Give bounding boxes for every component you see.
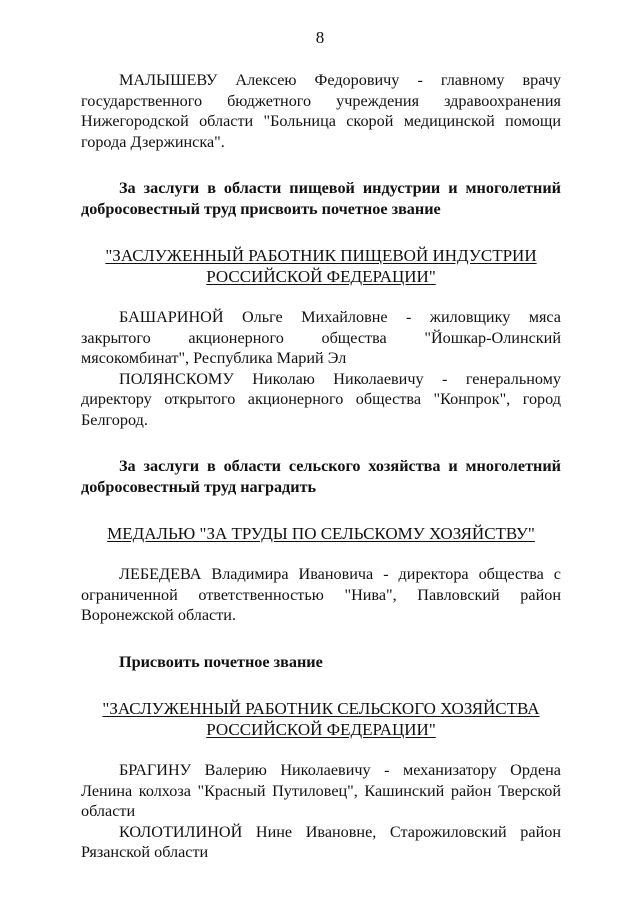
heading-assign-title: Присвоить почетное звание (119, 652, 323, 671)
spacer (81, 152, 561, 178)
award-title-agriculture (81, 698, 561, 740)
medal-title: МЕДАЛЬЮ "ЗА ТРУДЫ ПО СЕЛЬСКОМУ ХОЗЯЙСТВУ" (107, 524, 535, 543)
heading-agriculture: За заслуги в области сельского хозяйства и многолетний добросовестный труд наградить (81, 457, 561, 496)
paragraph-malyshev: МАЛЫШЕВУ Алексею Федоровичу - главному врачу государственного бюджетного учреждения здравоохранения Нижегородской области "Больница скорой медицинской помощи города Дзержинска". (81, 71, 561, 151)
paragraph-lebedev: ЛЕБЕДЕВА Владимира Ивановича - директора общества с ограниченной ответственностью "Нива", Павловский район Воронежской области. (81, 565, 561, 624)
spacer (81, 626, 561, 652)
paragraph-basharina: БАШАРИНОЙ Ольге Михайловне - жиловщику мяса закрытого акционерного общества "Йошкар-Олинский мясокомбинат", Республика Марий Эл (81, 308, 561, 367)
paragraph-bragin: БРАГИНУ Валерию Николаевичу - механизатору Ордена Ленина колхоза "Красный Путиловец", Кашинский район Тверской области (81, 761, 561, 820)
paragraph-polyansky: ПОЛЯНСКОМУ Николаю Николаевичу - генеральному директору открытого акционерного общества "Конпрок", город Белгород. (81, 369, 561, 429)
spacer (81, 430, 561, 456)
paragraph-kolotilina: КОЛОТИЛИНОЙ Нине Ивановне, Старожиловский район Рязанской области (81, 822, 561, 861)
spacer (81, 672, 561, 698)
spacer (81, 287, 561, 307)
spacer (81, 219, 561, 245)
award-title-line: РОССИЙСКОЙ ФЕДЕРАЦИИ" (206, 720, 436, 739)
spacer (81, 740, 561, 760)
document-body (81, 70, 561, 863)
award-title-food-industry (81, 245, 561, 287)
spacer (81, 497, 561, 523)
award-title-line: "ЗАСЛУЖЕННЫЙ РАБОТНИК СЕЛЬСКОГО ХОЗЯЙСТВА (102, 699, 540, 718)
award-title-line: "ЗАСЛУЖЕННЫЙ РАБОТНИК ПИЩЕВОЙ ИНДУСТРИИ (105, 246, 537, 265)
spacer (81, 544, 561, 564)
award-title-line: РОССИЙСКОЙ ФЕДЕРАЦИИ" (206, 267, 436, 286)
page-number: 8 (315, 28, 325, 47)
heading-food-industry: За заслуги в области пищевой индустрии и многолетний добросовестный труд присвоить почетное звание (81, 179, 561, 218)
